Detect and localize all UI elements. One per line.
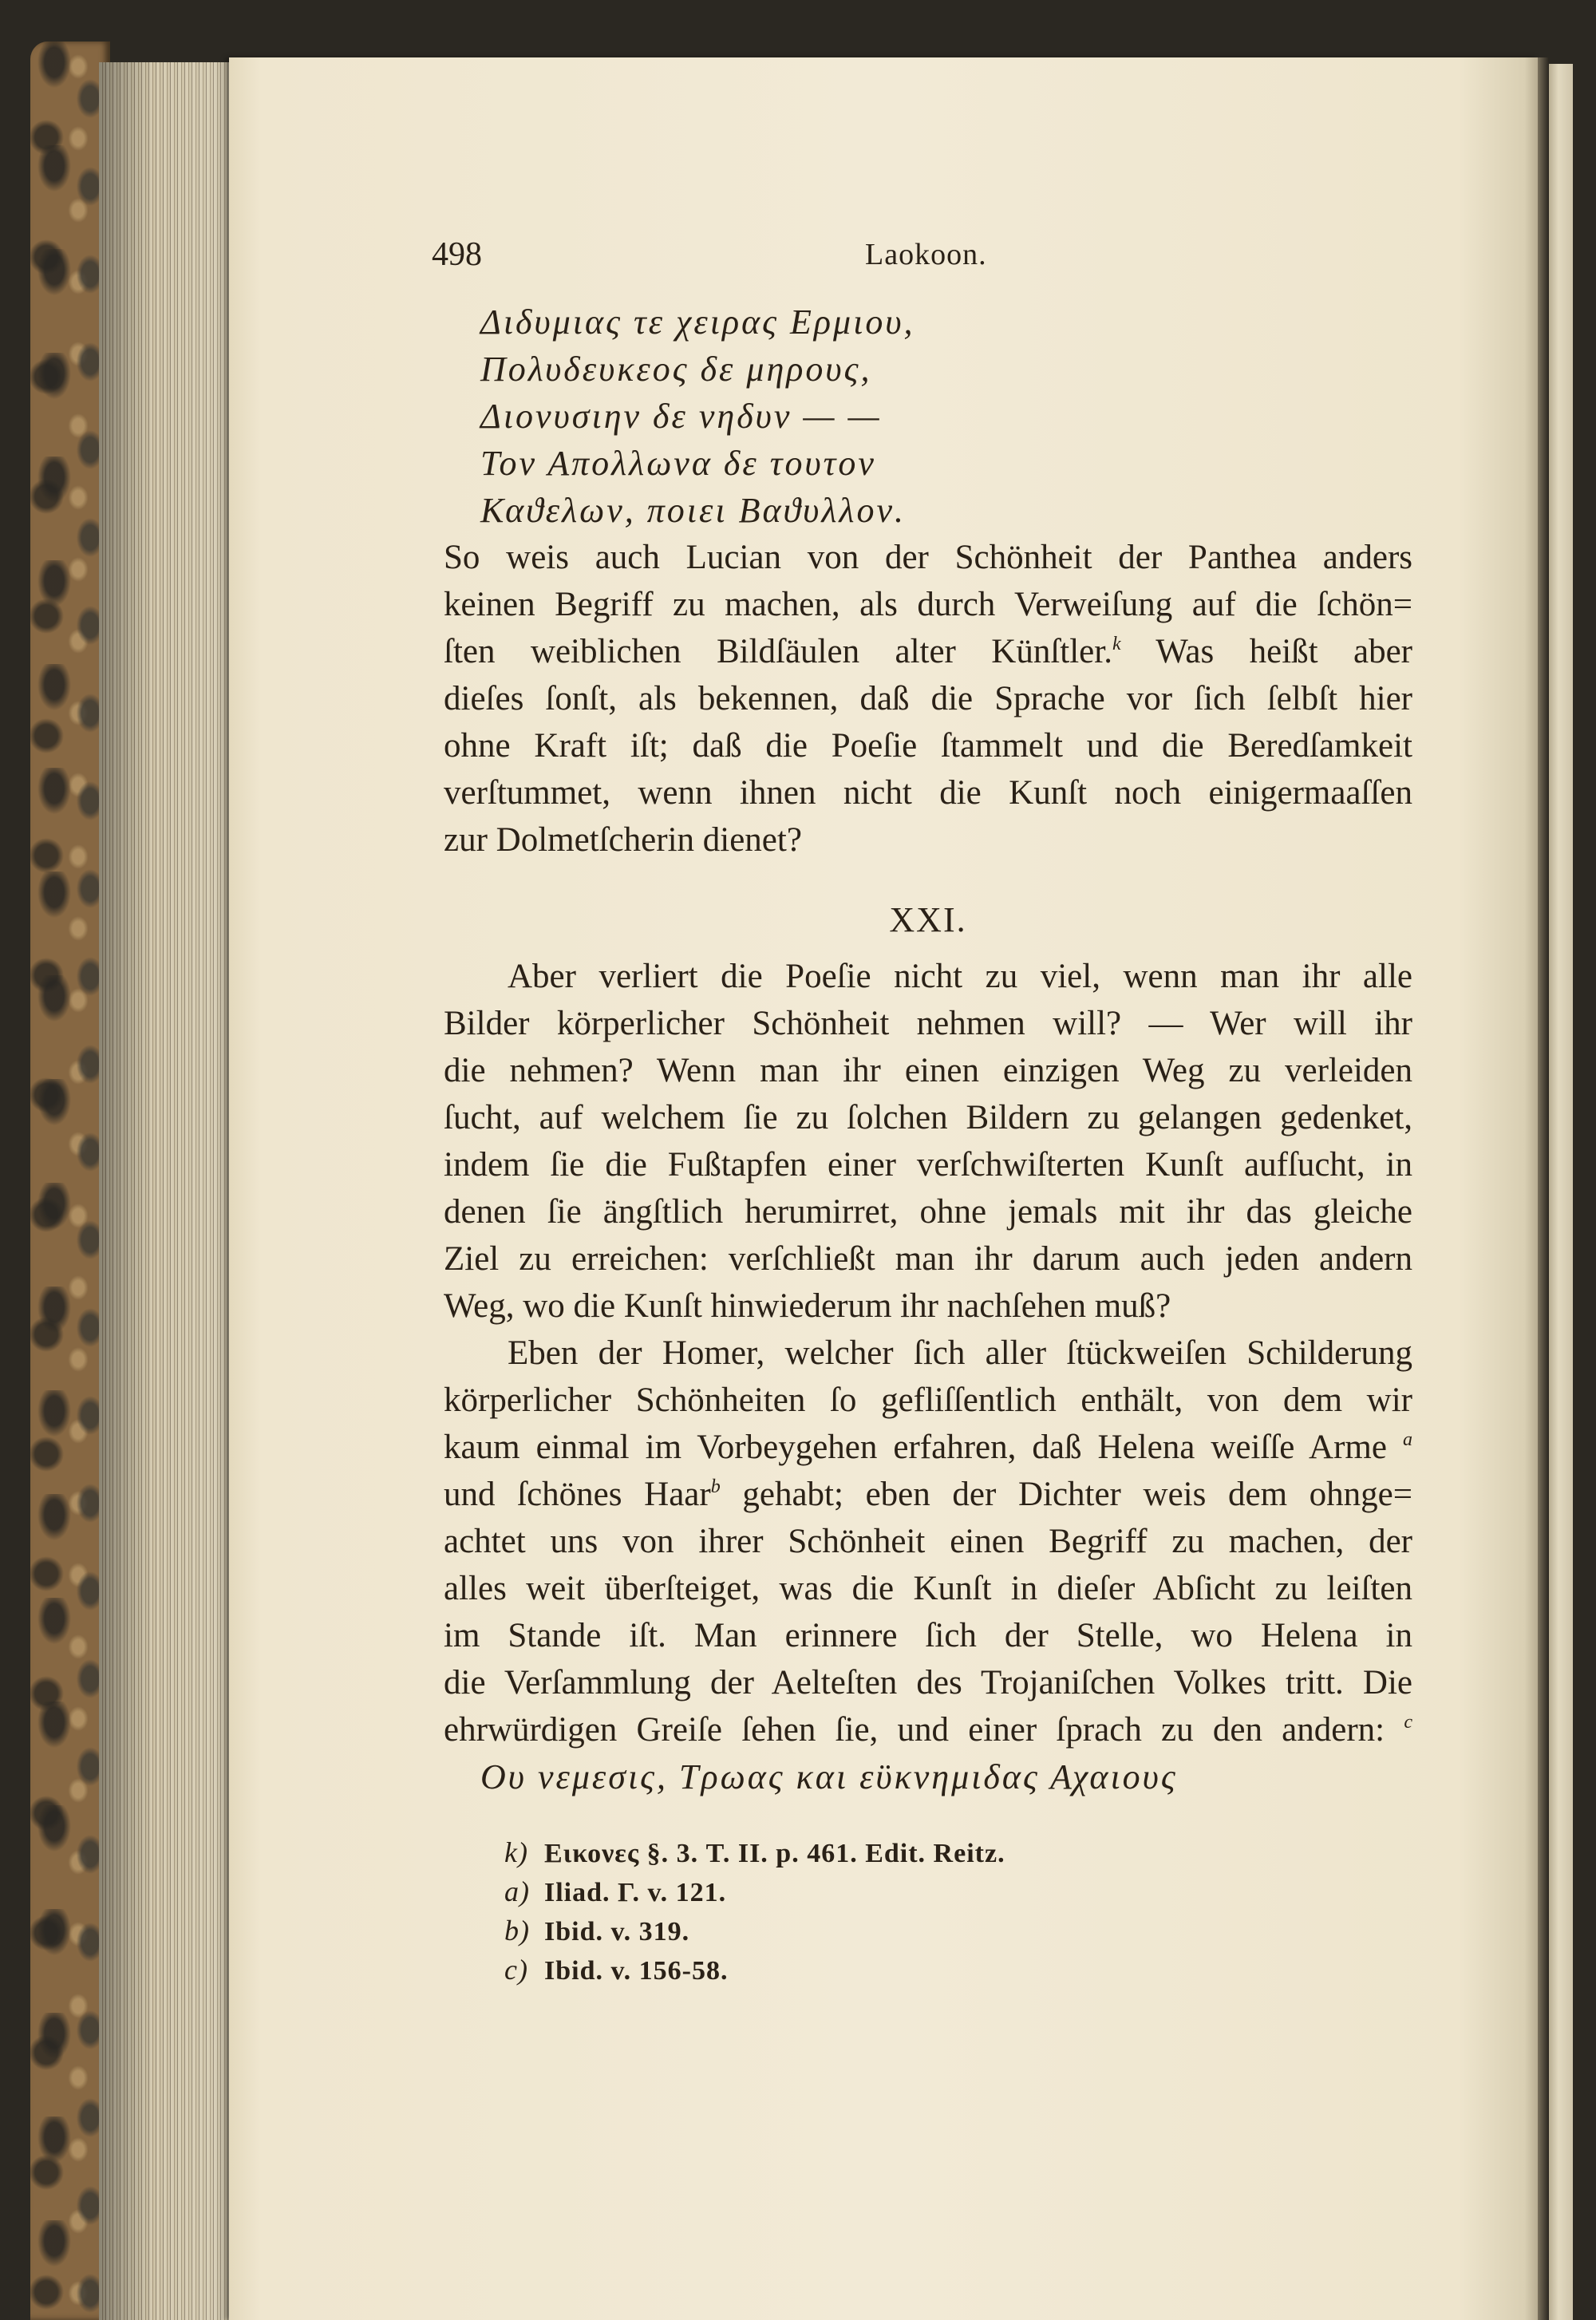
body-line: keinen Begriff zu machen, als durch Verweiſung auf die ſchön= [444,586,1412,623]
body-line: zur Dolmetſcherin dienet? [444,821,802,859]
footnote-mark: b) [504,1915,530,1947]
footnote-mark: k) [504,1836,528,1868]
footnote-text: Ibid. v. 319. [544,1917,690,1947]
body-line [444,628,1412,675]
body-line: alles weit überſteiget, was die Kunſt in dieſer Abſicht zu leiſten [444,1570,1412,1607]
footnote-marker: k [1112,634,1121,654]
body-line: Bilder körperlicher Schönheit nehmen will? — Wer will ihr [444,1005,1412,1042]
body-line: die nehmen? Wenn man ihr einen einzigen Weg zu verleiden [444,1052,1412,1089]
body-line: achtet uns von ihrer Schönheit einen Begriff zu machen, der [444,1523,1412,1560]
footnote-marker: c [1404,1712,1413,1733]
body-line: denen ſie ängſtlich herumirret, ohne jemals mit ihr das gleiche [444,1193,1412,1231]
line-text: kaum einmal im Vorbeygehen erfahren, daß Helena weiſſe Arme [444,1429,1387,1466]
line-text: und ſchönes Haar [444,1476,711,1513]
body-line: ſucht, auf welchem ſie zu ſolchen Bildern zu gelangen gedenket, [444,1099,1412,1136]
body-line: indem ſie die Fußtapfen einer verſchwiſterten Kunſt aufſucht, in [444,1146,1412,1184]
body-line [444,1471,1412,1518]
verse-line: Διδυμιας τε χειρας Ερμιου, [480,302,915,342]
body-line: Aber verliert die Poeſie nicht zu viel, wenn man ihr alle [508,958,1412,995]
text-block [444,298,1412,1800]
gutter-shadow [1538,57,1549,2320]
body-line: die Verſammlung der Aelteſten des Trojaniſchen Volkes tritt. Die [444,1664,1412,1701]
line-text: gehabt; eben der Dichter weis dem ohnge= [742,1476,1413,1513]
body-line: Weg, wo die Kunſt hinwiederum ihr nachſehen muß? [444,1287,1171,1325]
body-line: dieſes ſonſt, als bekennen, daß die Sprache vor ſich ſelbſt hier [444,680,1412,717]
page-number: 498 [432,236,482,273]
body-line: im Stande iſt. Man erinnere ſich der Stelle, wo Helena in [444,1617,1412,1654]
body-line: verſtummet, wenn ihnen nicht die Kunſt noch einigermaaſſen [444,774,1412,812]
verse-line: Καϑελων, ποιει Βαϑυλλον. [480,491,906,530]
body-line: körperlicher Schönheiten ſo gefliſſentlich enthält, von dem wir [444,1381,1412,1419]
body-line [444,1424,1412,1471]
book-cover-edge [30,41,110,2320]
verse-line: Ου νεμεσις, Τρωας και εϋκνημιδας Αχαιους [480,1757,1178,1796]
facing-page-edge [1549,64,1573,2320]
footnote [504,1872,1005,1911]
footnote [504,1911,1005,1950]
body-line: ohne Kraft iſt; daß die Poeſie ſtammelt und die Beredſamkeit [444,727,1412,765]
body-line: Eben der Homer, welcher ſich aller ſtückweiſen Schilderung [508,1334,1412,1372]
footnote-marker: a [1403,1429,1413,1450]
running-title: Laokoon. [865,238,987,271]
verse-line: Τον Απολλωνα δε τουτον [480,444,876,483]
footnotes [504,1833,1005,1990]
footnote-marker: b [710,1476,721,1497]
footnote-mark: a) [504,1875,530,1907]
body-line: So weis auch Lucian von der Schönheit der Panthea anders [444,539,1412,576]
body-line: Ziel zu erreichen: verſchließt man ihr darum auch jeden andern [444,1240,1412,1278]
footnote-text: Iliad. Γ. v. 121. [544,1878,727,1907]
footnote-text: Ibid. v. 156-58. [544,1956,729,1986]
footnote [504,1950,1005,1990]
line-text: ehrwürdigen Greiſe ſehen ſie, und einer ſprach zu den andern: [444,1711,1385,1749]
footnote-text: Εικονες §. 3. T. II. p. 461. Edit. Reitz. [544,1839,1005,1868]
section-heading: XXI. [889,900,967,939]
body-line [444,1706,1412,1753]
verse-line: Διονυσιην δε νηδυν — — [480,397,882,436]
footnote [504,1833,1005,1872]
page-edges-stack [99,62,235,2320]
footnote-mark: c) [504,1954,528,1986]
line-text: Was heißt aber [1156,633,1412,670]
line-text: ſten weiblichen Bildſäulen alter Künſtler. [444,633,1112,670]
verse-line: Πολυδευκεος δε μηρους, [480,350,872,389]
